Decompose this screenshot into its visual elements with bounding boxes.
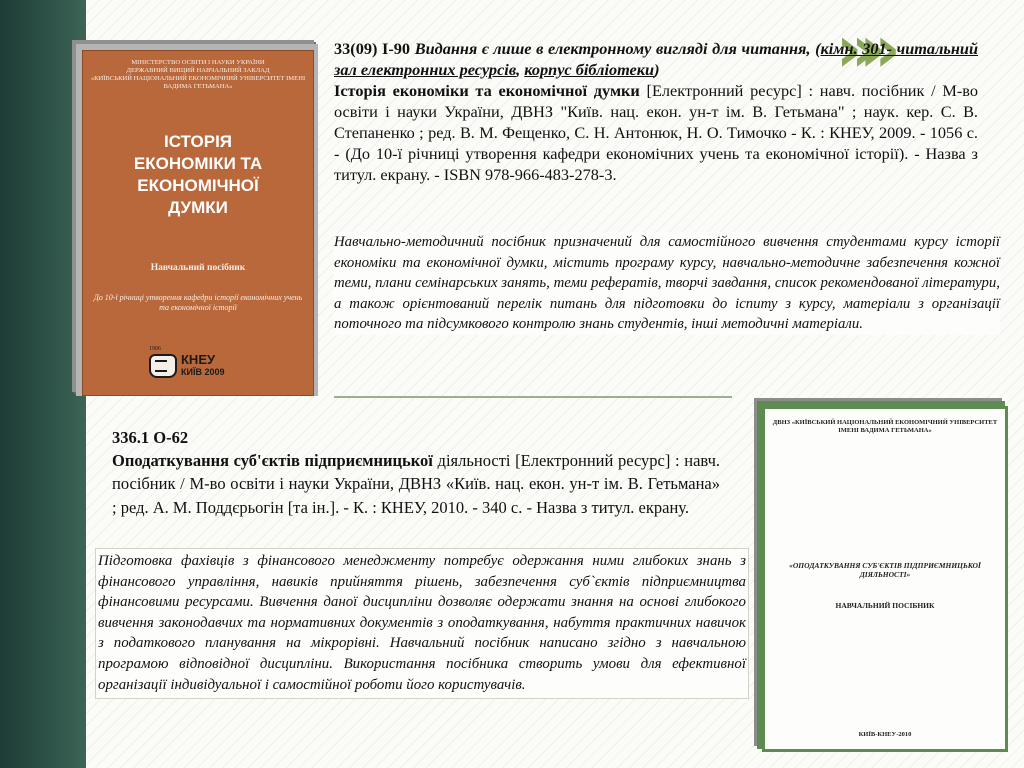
cover-front bbox=[762, 406, 1008, 752]
book-title: Історія економіки та економічної думки bbox=[334, 81, 640, 100]
cover-subtitle: Навчальний посібник bbox=[150, 263, 246, 273]
cover-title-line: ІСТОРІЯ bbox=[163, 132, 233, 151]
book-description: [Електронний ресурс] : навч. посібник / М-во освіти і науки України, ДВНЗ "Київ. нац. екон. ун-т ім. В. Гетьмана" ; наук. кер. С. В. Степаненко ; ред. В. М. Фещенко, С. Н. Антонюк, Н. О. Тимочко - К. : КНЕУ, 2009. - 1056 с. - (До 10-ї річниці утворення кафедри економічних учень та економічної історії). - Назва з титул. екрану. - ISBN 978-966-483-278-3. bbox=[334, 81, 978, 184]
cover-institution: ДВНЗ «КИЇВСЬКИЙ НАЦІОНАЛЬНИЙ ЕКОНОМІЧНИЙ УНІВЕРСИТЕТ ІМЕНІ ВАДИМА ГЕТЬМАНА» bbox=[772, 419, 998, 434]
abstract-taxation: Підготовка фахівців з фінансового менеджменту потребує одержання ними глибоких знань з фінансового управління, навиків прийняття рішень, забезпечення суб`єктів підприємництва фінансовими ресурсами. Вивчення даної дисципліни дозволяє одержати знання на основі глибокого вивчення законодавчих та нормативних документів з оподаткування, набуття практичних навичок з податкового планування на мікрорівні. Навчальний посібник написано згідно з навчальною програмою відповідної дисципліни. Використання посібника створить умови для ефективної організації індивідуальної і самостійної роботи його користувачів. bbox=[95, 548, 749, 699]
cover-title-line: ЕКОНОМІКИ ТА bbox=[133, 154, 263, 173]
book-cover-history-economics bbox=[72, 40, 324, 402]
location-separator: , bbox=[516, 60, 525, 79]
location-link[interactable]: кімн. 301- читальний зал електронних ресурсів bbox=[334, 39, 979, 79]
logo-year-small: 1906 bbox=[149, 346, 161, 352]
cover-title: «ОПОДАТКУВАННЯ СУБ'ЄКТІВ ПІДПРИЄМНИЦЬКОЇ ДІЯЛЬНОСТІ» bbox=[789, 561, 981, 579]
book-description: діяльності [Електронний ресурс] : навч. посібник / М-во освіти і науки України, ДВНЗ «Київ. нац. екон. ун-т ім. В. Гетьмана» ; ред. А. М. Поддєрьогін [та ін.]. - К. : КНЕУ, 2010. - 340 с. - Назва з титул. екрану. bbox=[112, 451, 720, 517]
chevron-decoration-icon: »» bbox=[836, 13, 883, 87]
cover-front bbox=[82, 50, 314, 396]
availability-note-end: ) bbox=[654, 60, 660, 79]
section-divider bbox=[334, 396, 732, 398]
publisher-logo bbox=[149, 346, 259, 381]
logo-city-year: КИЇВ 2009 bbox=[181, 367, 225, 377]
availability-note-start: Видання є лише в електронному вигляді для читання, ( bbox=[414, 39, 821, 58]
cover-title-line: ЕКОНОМІЧНОЇ bbox=[137, 176, 259, 195]
cover-ministry-line: МІНІСТЕРСТВО ОСВІТИ І НАУКИ УКРАЇНИ bbox=[131, 59, 265, 66]
logo-name: КНЕУ bbox=[181, 352, 216, 367]
logo-text bbox=[181, 354, 224, 378]
cover-title-line: ДУМКИ bbox=[168, 198, 228, 217]
kneu-logo-icon bbox=[149, 346, 177, 378]
classification-code: 336.1 О-62 bbox=[112, 428, 189, 447]
classification-code: 33(09) І-90 bbox=[334, 39, 411, 58]
cover-ministry-line: ВАДИМА ГЕТЬМАНА» bbox=[163, 83, 233, 90]
book-cover-taxation bbox=[754, 398, 1016, 760]
book-title: Оподаткування суб'єктів підприємницької bbox=[112, 451, 433, 471]
building-link[interactable]: корпус бібліотеки bbox=[524, 60, 655, 79]
cover-ministry-line: ДЕРЖАВНИЙ ВИЩИЙ НАВЧАЛЬНИЙ ЗАКЛАД bbox=[126, 67, 270, 74]
cover-type: НАВЧАЛЬНИЙ ПОСІБНИК bbox=[835, 601, 935, 610]
cover-ministry-line: «КИЇВСЬКИЙ НАЦІОНАЛЬНИЙ ЕКОНОМІЧНИЙ УНІВЕРСИТЕТ ІМЕНІ bbox=[90, 75, 306, 82]
cover-footer: КИЇВ-КНЕУ-2010 bbox=[858, 731, 912, 738]
cover-title bbox=[89, 131, 307, 219]
availability-note bbox=[334, 39, 978, 79]
abstract-history-economics: Навчально-методичний посібник призначений для самостійного вивчення студентами курсу історії економіки та економічної думки, містить програму курсу, навчально-методичне забезпечення кожної теми, плани семінарських занять, теми рефератів, творчі завдання, список рекомендованої літератури, а також орієнтований перелік питань для підготовки до іспиту з курсу, матеріали з організації поточного та підсумкового контролю знань студентів, інші методичні матеріали. bbox=[334, 232, 1000, 335]
cover-ministry-text bbox=[89, 59, 307, 91]
cover-dedication: До 10-ї річниці утворення кафедри історії економічних учень та економічної історії bbox=[93, 293, 303, 312]
catalog-entry-history-economics bbox=[334, 38, 978, 185]
catalog-entry-taxation bbox=[112, 426, 720, 519]
